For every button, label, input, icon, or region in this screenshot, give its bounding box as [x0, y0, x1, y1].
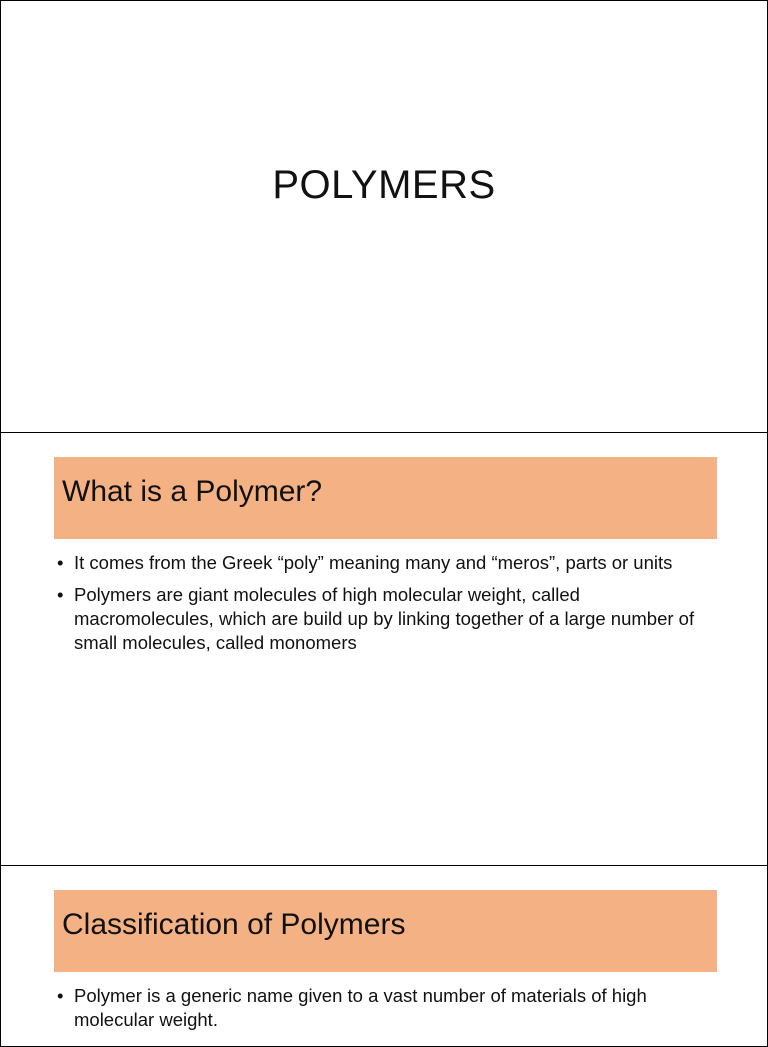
presentation-title: POLYMERS	[272, 163, 496, 207]
bullet-icon: •	[57, 985, 64, 1006]
bullet-list	[55, 984, 715, 1040]
list-item	[55, 984, 715, 1032]
bullet-text: Polymers are giant molecules of high molecular weight, called macromolecules, which are build up by linking together of a large number of small molecules, called monomers	[74, 584, 695, 653]
slide-classification	[0, 865, 768, 1047]
list-item	[55, 551, 715, 575]
slide-header	[54, 457, 717, 539]
bullet-text: It comes from the Greek “poly” meaning many and “meros”, parts or units	[74, 552, 673, 573]
slide-title	[0, 0, 768, 434]
slide-what-is-polymer	[0, 432, 768, 867]
bullet-text: Polymer is a generic name given to a vast number of materials of high molecular weight.	[74, 985, 647, 1030]
bullet-icon: •	[57, 584, 64, 605]
list-item	[55, 583, 715, 655]
bullet-icon: •	[57, 552, 64, 573]
slide-heading: Classification of Polymers	[62, 908, 406, 941]
slide-header	[54, 890, 717, 972]
bullet-list	[55, 551, 715, 663]
slide-heading: What is a Polymer?	[62, 475, 323, 508]
